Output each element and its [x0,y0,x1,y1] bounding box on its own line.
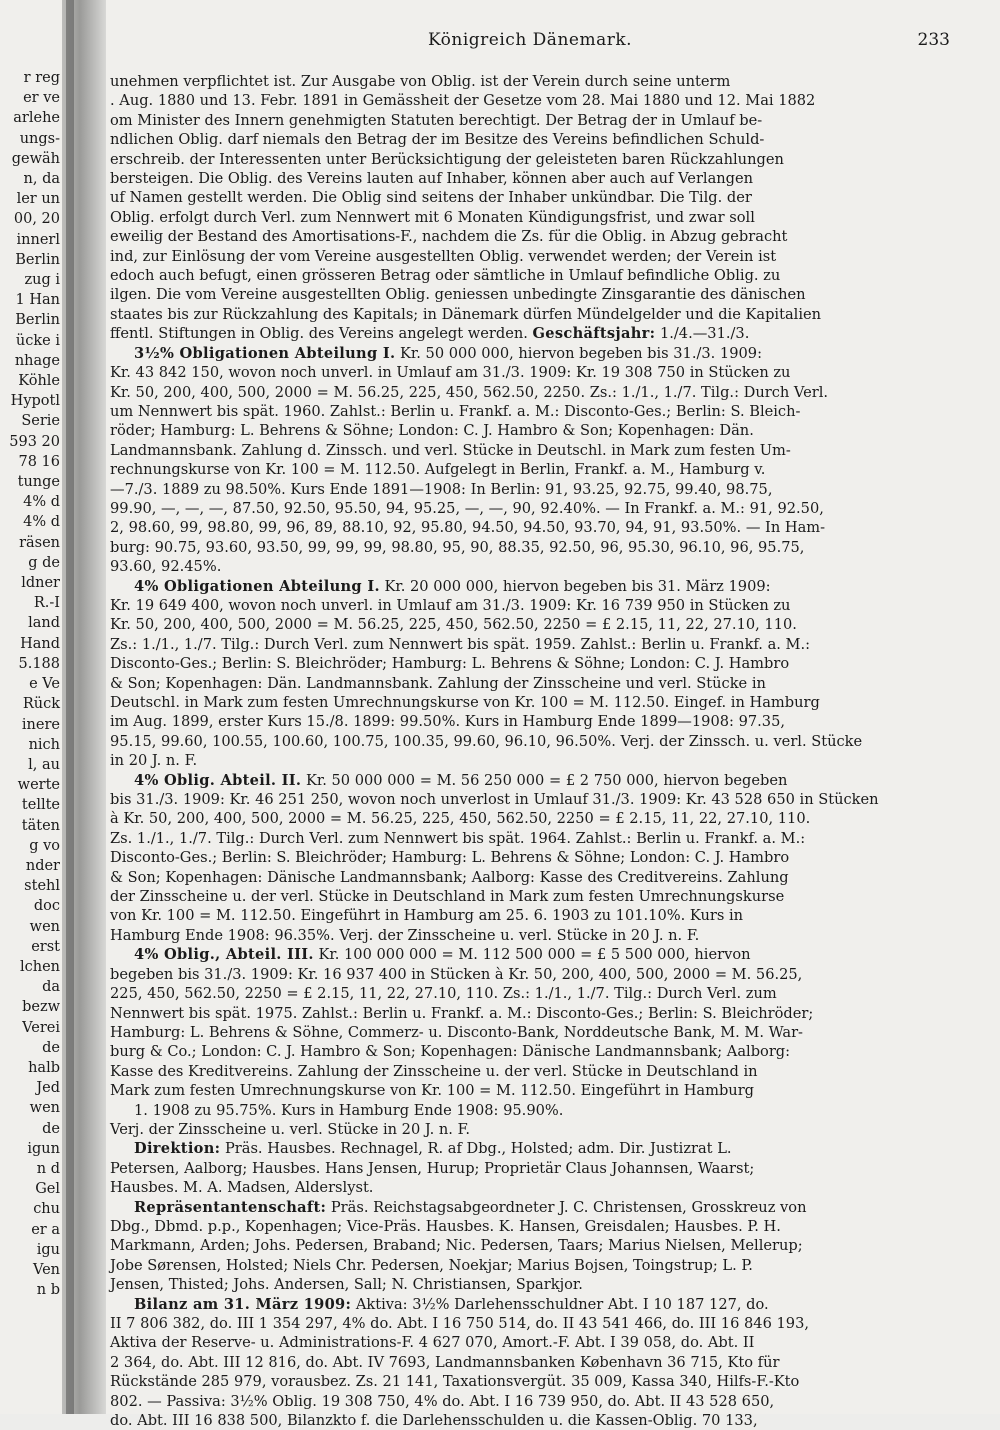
left-fragment-line: n, da [23,171,60,188]
left-fragment-line: Hypotl [10,393,60,410]
left-fragment-line: lchen [19,958,60,975]
text-line: ffentl. Stiftungen in Oblig. des Vereins angelegt werden. Geschäftsjahr: 1./4.—31./3. [110,325,750,343]
main-text-column [110,72,950,1430]
text-line: Zs.: 1./1., 1./7. Tilg.: Durch Verl. zum Nennwert bis spät. 1959. Zahlst.: Berlin u. Frankf. a. M.: [110,635,811,653]
text-line: Zs. 1./1., 1./7. Tilg.: Durch Verl. zum Nennwert bis spät. 1964. Zahlst.: Berlin u. Frankf. a. M.: [110,829,806,847]
left-fragment-line: g de [28,554,60,571]
left-fragment-line: gewäh [11,150,60,167]
left-fragment-line: 593 20 [9,433,60,450]
text-line: 99.90, —, —, —, 87.50, 92.50, 95.50, 94, 95.25, —, —, 90, 92.40%. — In Frankf. a. M.: 91, 92.50, [110,499,824,517]
left-fragment-line: igu [36,1241,60,1258]
text-line: 1. 1908 zu 95.75%. Kurs in Hamburg Ende 1908: 95.90%. [134,1101,564,1119]
left-fragment-line: ücke i [15,332,60,349]
page-number: 233 [917,30,950,50]
left-fragment-line: de [42,1039,60,1056]
left-fragment-line: land [28,615,60,632]
text-line: Kasse des Kreditvereins. Zahlung der Zinsscheine u. der verl. Stücke in Deutschland in [110,1062,758,1080]
left-fragment-line: 5.188 [18,655,60,672]
text-line: 225, 450, 562.50, 2250 = £ 2.15, 11, 22, 27.10, 110. Zs.: 1./1., 1./7. Tilg.: Durch Verl. zum [110,985,777,1003]
left-fragment-line: ler un [16,191,60,208]
text-line: Mark zum festen Umrechnungskurse von Kr. 100 = M. 112.50. Eingeführt in Hamburg [110,1082,755,1100]
left-fragment-line: tunge [17,474,60,491]
text-line: & Son; Kopenhagen: Dänische Landmannsbank; Aalborg: Kasse des Creditvereins. Zahlung [110,868,789,886]
text-line: erschreib. der Interessenten unter Berücksichtigung der geleisteten baren Rückzahlungen [110,150,784,168]
left-fragment-line: R.-I [33,595,60,612]
left-fragment-line: innerl [16,231,60,248]
text-line: der Zinsscheine u. der verl. Stücke in Deutschland in Mark zum festen Umrechnungskurse [110,888,785,906]
text-line: 4% Oblig., Abteil. III. Kr. 100 000 000 = M. 112 500 000 = £ 5 500 000, hiervon [134,946,751,964]
left-fragment-line: er ve [23,90,60,107]
text-line: Direktion: Präs. Hausbes. Rechnagel, R. af Dbg., Holsted; adm. Dir. Justizrat L. [134,1140,732,1158]
section-heading: 4% Obligationen Abteilung I. [134,577,380,595]
text-line: 93.60, 92.45%. [110,558,222,576]
adjacent-page-fragment [0,68,64,1408]
text-line: & Son; Kopenhagen: Dän. Landmannsbank. Zahlung der Zinsscheine und verl. Stücke in [110,674,766,692]
section-heading: 3½% Obligationen Abteilung I. [134,344,396,362]
left-fragment-line: 4% d [23,494,60,511]
text-line: Kr. 50, 200, 400, 500, 2000 = M. 56.25, 225, 450, 562.50, 2250. Zs.: 1./1., 1./7. Tilg.: Durch Verl. [110,383,829,401]
left-fragment-line: Gel [35,1181,60,1198]
text-line: Jensen, Thisted; Johs. Andersen, Sall; N. Christiansen, Sparkjor. [110,1276,583,1294]
left-fragment-line: Verei [22,1019,60,1036]
text-line: ind, zur Einlösung der vom Vereine ausgestellten Oblig. verwendet werden; der Verein ist [110,247,777,265]
left-fragment-line: n b [36,1282,60,1299]
text-line: bis 31./3. 1909: Kr. 46 251 250, wovon noch unverlost in Umlauf 31./3. 1909: Kr. 43 528 650 in Stücken [110,791,879,809]
running-title: Königreich Dänemark. [427,30,633,50]
text-line: burg: 90.75, 93.60, 93.50, 99, 99, 99, 98.80, 95, 90, 88.35, 92.50, 96, 95.30, 96.10, 96, 95.75, [110,538,805,556]
left-fragment-line: Berlin [15,312,60,329]
section-heading: Repräsentantenschaft: [134,1198,327,1216]
page-header [110,30,950,56]
text-line: burg & Co.; London: C. J. Hambro & Son; Kopenhagen: Dänische Landmannsbank; Aalborg: [110,1043,791,1061]
text-line: à Kr. 50, 200, 400, 500, 2000 = M. 56.25, 225, 450, 562.50, 2250 = £ 2.15, 11, 22, 27.10, 110. [110,810,811,828]
left-fragment-line: Berlin [15,251,60,268]
left-fragment-line: e Ve [29,676,60,693]
left-fragment-line: erst [31,938,60,955]
text-line: röder; Hamburg: L. Behrens & Söhne; London: C. J. Hambro & Son; Kopenhagen: Dän. [110,422,754,440]
left-fragment-line: halb [28,1059,60,1076]
text-line: 4% Obligationen Abteilung I. Kr. 20 000 000, hiervon begeben bis 31. März 1909: [134,577,771,595]
text-line: Hamburg: L. Behrens & Söhne, Commerz- u. Disconto-Bank, Norddeutsche Bank, M. M. War- [110,1023,803,1041]
text-line: 3½% Obligationen Abteilung I. Kr. 50 000 000, hiervon begeben bis 31./3. 1909: [134,344,762,362]
text-line: Kr. 50, 200, 400, 500, 2000 = M. 56.25, 225, 450, 562.50, 2250 = £ 2.15, 11, 22, 27.10, 110. [110,616,797,634]
text-line: Nennwert bis spät. 1975. Zahlst.: Berlin u. Frankf. a. M.: Disconto-Ges.; Berlin: S. Bleichröder; [110,1004,814,1022]
text-line: edoch auch befugt, einen grösseren Betrag oder sämtliche in Umlauf befindliche Oblig. zu [110,267,781,285]
gutter-shadow [66,0,74,1414]
text-line: 95.15, 99.60, 100.55, 100.60, 100.75, 100.35, 99.60, 96.10, 96.50%. Verj. der Zinssch. u. verl. Stücke [110,732,863,750]
left-fragment-line: Hand [20,635,60,652]
text-line: Dbg., Dbmd. p.p., Kopenhagen; Vice-Präs. Hausbes. K. Hansen, Greisdalen; Hausbes. P. H. [110,1217,781,1235]
left-fragment-line: l, au [28,756,60,773]
left-fragment-line: n d [36,1160,60,1177]
text-line: staates bis zur Rückzahlung des Kapitals; in Dänemark dürfen Mündelgelder und die Kapitalien [110,305,822,323]
section-heading: 4% Oblig., Abteil. III. [134,946,314,964]
left-fragment-line: Jed [36,1080,60,1097]
text-line: Verj. der Zinsscheine u. verl. Stücke in 20 J. n. F. [110,1120,471,1138]
text-line: Bilanz am 31. März 1909: Aktiva: 3½% Darlehensschuldner Abt. I 10 187 127, do. [134,1295,769,1313]
left-fragment-line: werte [17,777,60,794]
left-fragment-line: Serie [21,413,60,430]
text-line: Oblig. erfolgt durch Verl. zum Nennwert mit 6 Monaten Kündigungsfrist, und zwar soll [110,208,755,226]
left-fragment-line: 78 16 [18,453,60,470]
text-line: Jobe Sørensen, Holsted; Niels Chr. Pedersen, Noekjar; Marius Bojsen, Toingstrup; L. P. [110,1256,753,1274]
text-line: Deutschl. in Mark zum festen Umrechnungskurse von Kr. 100 = M. 112.50. Eingef. in Hamburg [110,694,820,711]
left-fragment-line: zug i [24,272,60,289]
left-fragment-line: wen [29,918,60,935]
left-fragment-line: bezw [22,999,60,1016]
text-line: Markmann, Arden; Johs. Pedersen, Braband; Nic. Pedersen, Taars; Marius Nielsen, Mellerup; [110,1237,803,1255]
left-fragment-line: er a [31,1221,60,1238]
section-heading: 4% Oblig. Abteil. II. [134,771,302,789]
left-fragment-line: tellte [21,797,60,814]
section-heading: Bilanz am 31. März 1909: [134,1295,352,1313]
text-line: om Minister des Innern genehmigten Statuten berechtigt. Der Betrag der in Umlauf be- [110,111,763,129]
text-line: Landmannsbank. Zahlung d. Zinssch. und verl. Stücke in Deutschl. in Mark zum festen Um- [110,441,791,459]
left-fragment-line: wen [29,1100,60,1117]
left-fragment-line: ldner [21,575,60,592]
left-fragment-line: chu [33,1201,60,1218]
section-heading: Direktion: [134,1140,221,1158]
left-fragment-line: Rück [22,696,60,713]
text-line: ilgen. Die vom Vereine ausgestellten Oblig. geniessen unbedingte Zinsgarantie des dänischen [110,286,806,304]
text-line: 2 364, do. Abt. III 12 816, do. Abt. IV 7693, Landmannsbanken København 36 715, Kto für [110,1353,780,1371]
left-fragment-line: räsen [19,534,60,551]
left-fragment-line: arlehe [13,110,60,127]
text-line: —7./3. 1889 zu 98.50%. Kurs Ende 1891—1908: In Berlin: 91, 93.25, 92.75, 99.40, 98.75, [110,480,773,498]
text-line: ndlichen Oblig. darf niemals den Betrag der im Besitze des Vereins befindlichen Schuld- [110,131,765,149]
left-fragment-line: doc [33,898,60,915]
text-line: . Aug. 1880 und 13. Febr. 1891 in Gemässheit der Gesetze vom 28. Mai 1880 und 12. Mai 1882 [110,92,816,110]
left-fragment-line: Ven [32,1261,60,1278]
left-fragment-line: nich [28,736,60,753]
left-fragment-line: 4% d [23,514,60,531]
text-line: Repräsentantenschaft: Präs. Reichstagsabgeordneter J. C. Christensen, Grosskreuz von [134,1198,807,1216]
text-line: unehmen verpflichtet ist. Zur Ausgabe von Oblig. ist der Verein durch seine unterm [110,73,731,90]
text-line: in 20 J. n. F. [110,752,198,770]
text-line: rechnungskurse von Kr. 100 = M. 112.50. Aufgelegt in Berlin, Frankf. a. M., Hamburg v. [110,461,766,479]
left-fragment-line: inere [21,716,60,733]
left-fragment-line: r reg [23,70,60,86]
text-line: II 7 806 382, do. III 1 354 297, 4% do. Abt. I 16 750 514, do. II 43 541 466, do. III 16 846 193, [110,1315,809,1332]
left-fragment-line: g vo [29,837,60,854]
left-fragment-line: täten [21,817,60,834]
text-line: Petersen, Aalborg; Hausbes. Hans Jensen, Hurup; Proprietär Claus Johannsen, Waarst; [110,1159,755,1177]
text-line: begeben bis 31./3. 1909: Kr. 16 937 400 in Stücken à Kr. 50, 200, 400, 500, 2000 = M. 56.25, [110,965,803,983]
left-fragment-line: nder [25,857,60,874]
left-fragment-line: 00, 20 [13,211,60,228]
left-fragment-line: nhage [14,352,60,369]
text-line: 4% Oblig. Abteil. II. Kr. 50 000 000 = M. 56 250 000 = £ 2 750 000, hiervon begeben [134,771,788,789]
text-line: Rückstände 285 979, vorausbez. Zs. 21 141, Taxationsvergüt. 35 009, Kassa 340, Hilfs-F.-Kto [110,1373,800,1391]
left-fragment-line: stehl [24,878,60,895]
text-line: do. Abt. III 16 838 500, Bilanzkto f. die Darlehensschulden u. die Kassen-Oblig. 70 133, [110,1412,758,1430]
text-line: Kr. 19 649 400, wovon noch unverl. in Umlauf am 31./3. 1909: Kr. 16 739 950 in Stücken zu [110,596,791,614]
left-fragment-line: de [42,1120,60,1137]
text-line: uf Namen gestellt werden. Die Oblig sind seitens der Inhaber unkündbar. Die Tilg. der [110,189,752,207]
fiscal-year-label: Geschäftsjahr: [532,325,656,343]
text-line: 2, 98.60, 99, 98.80, 99, 96, 89, 88.10, 92, 95.80, 94.50, 94.50, 93.70, 94, 91, 93.50%. — In Ham- [110,519,826,537]
text-line: eweilig der Bestand des Amortisations-F., nachdem die Zs. für die Oblig. in Abzug gebracht [110,228,788,246]
left-fragment-line: da [42,979,60,996]
text-line: um Nennwert bis spät. 1960. Zahlst.: Berlin u. Frankf. a. M.: Disconto-Ges.; Berlin: S. Bleich- [110,402,801,420]
text-line: Hamburg Ende 1908: 96.35%. Verj. der Zinsscheine u. verl. Stücke in 20 J. n. F. [110,926,700,944]
text-line: Disconto-Ges.; Berlin: S. Bleichröder; Hamburg: L. Behrens & Söhne; London: C. J. Hambro [110,655,790,673]
text-line: Hausbes. M. A. Madsen, Alderslyst. [110,1179,374,1197]
text-line: bersteigen. Die Oblig. des Vereins lauten auf Inhaber, können aber auch auf Verlangen [110,170,754,188]
left-fragment-line: 1 Han [15,292,60,309]
text-line: im Aug. 1899, erster Kurs 15./8. 1899: 99.50%. Kurs in Hamburg Ende 1899—1908: 97.35, [110,713,786,731]
text-line: Disconto-Ges.; Berlin: S. Bleichröder; Hamburg: L. Behrens & Söhne; London: C. J. Hambro [110,849,790,867]
text-line: Aktiva der Reserve- u. Administrations-F. 4 627 070, Amort.-F. Abt. I 39 058, do. Abt. II [110,1334,755,1352]
text-line: von Kr. 100 = M. 112.50. Eingeführt in Hamburg am 25. 6. 1903 zu 101.10%. Kurs in [110,907,744,925]
left-fragment-line: Köhle [18,373,60,390]
text-line: Kr. 43 842 150, wovon noch unverl. in Umlauf am 31./3. 1909: Kr. 19 308 750 in Stücken zu [110,364,791,382]
left-fragment-line: ungs- [19,130,60,147]
text-line: 802. — Passiva: 3½% Oblig. 19 308 750, 4% do. Abt. I 16 739 950, do. Abt. II 43 528 650, [110,1392,775,1410]
left-fragment-line: igun [27,1140,60,1157]
